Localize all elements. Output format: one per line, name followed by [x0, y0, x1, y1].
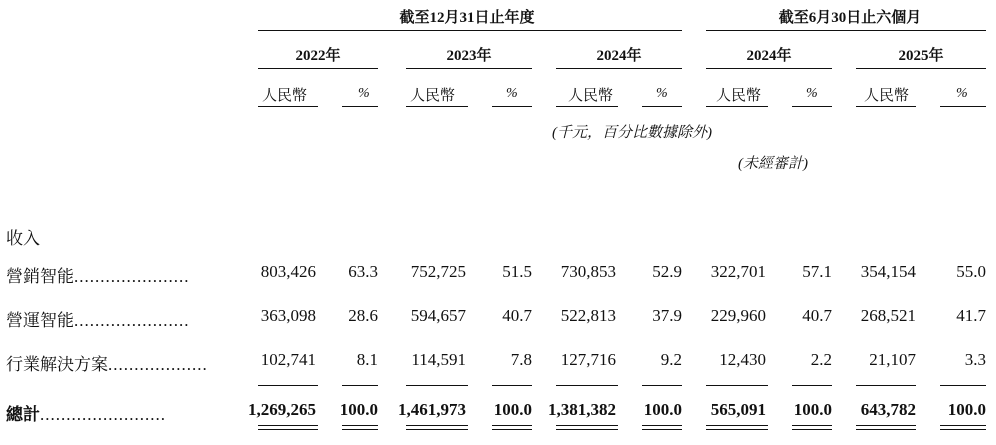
row-label-text: 營銷智能: [6, 267, 74, 286]
total-double-rule: [792, 429, 832, 430]
total-2024h1-pct: 100.0: [793, 400, 832, 419]
percent-header: %: [956, 86, 968, 101]
currency-header: 人民幣: [410, 88, 456, 104]
percent-header: %: [806, 86, 818, 101]
row-label-text: 行業解決方案: [6, 355, 108, 374]
total-double-rule: [856, 429, 916, 430]
total-double-rule: [342, 429, 378, 430]
currency-underline: [258, 106, 318, 107]
total-double-rule: [856, 425, 916, 426]
subtotal-rule: [492, 385, 532, 386]
leader-dots: ......................: [74, 311, 190, 330]
total-2022-rmb: 1,269,265: [248, 400, 316, 419]
total-2024h1-rmb: 565,091: [710, 400, 766, 419]
currency-underline: [856, 106, 916, 107]
percent-header: %: [656, 86, 668, 101]
row-label: [6, 306, 190, 331]
unaudited-note: (未經審計): [738, 156, 808, 172]
currency-header: 人民幣: [568, 88, 614, 104]
year-underline-2022: [258, 68, 378, 69]
year-header-2025-h1: 2025年: [898, 48, 944, 64]
total-2022-pct: 100.0: [339, 400, 378, 419]
total-double-rule: [258, 425, 318, 426]
leader-dots: ........................: [40, 405, 166, 424]
subtotal-rule: [856, 385, 916, 386]
cell-2025h1-pct: 55.0: [956, 262, 986, 281]
cell-2025h1-pct: 41.7: [956, 306, 986, 325]
currency-underline: [556, 106, 618, 107]
cell-2022-rmb: 803,426: [260, 262, 316, 281]
currency-header: 人民幣: [262, 88, 308, 104]
cell-2024-pct: 52.9: [652, 262, 682, 281]
percent-underline: [642, 106, 682, 107]
cell-2025h1-rmb: 354,154: [860, 262, 916, 281]
total-double-rule: [940, 425, 986, 426]
cell-2022-pct: 63.3: [348, 262, 378, 281]
subtotal-rule: [258, 385, 318, 386]
cell-2024h1-rmb: 229,960: [710, 306, 766, 325]
percent-underline: [342, 106, 378, 107]
full-year-header: 截至12月31日止年度: [399, 10, 535, 26]
subtotal-rule: [642, 385, 682, 386]
currency-underline: [406, 106, 468, 107]
cell-2024-pct: 37.9: [652, 306, 682, 325]
year-underline-2024: [556, 68, 682, 69]
leader-dots: ......................: [74, 267, 190, 286]
row-label: [6, 350, 208, 375]
subtotal-rule: [556, 385, 618, 386]
cell-2023-pct: 40.7: [502, 306, 532, 325]
cell-2023-pct: 7.8: [510, 350, 532, 369]
year-header-2024: 2024年: [596, 48, 642, 64]
total-double-rule: [792, 425, 832, 426]
total-2023-rmb: 1,461,973: [398, 400, 466, 419]
cell-2024-rmb: 522,813: [560, 306, 616, 325]
cell-2024h1-pct: 57.1: [802, 262, 832, 281]
cell-2022-rmb: 363,098: [260, 306, 316, 325]
cell-2024-pct: 9.2: [660, 350, 682, 369]
total-double-rule: [642, 429, 682, 430]
total-double-rule: [940, 429, 986, 430]
total-double-rule: [556, 425, 618, 426]
subtotal-rule: [706, 385, 768, 386]
cell-2024h1-rmb: 322,701: [710, 262, 766, 281]
total-double-rule: [406, 429, 468, 430]
cell-2023-pct: 51.5: [502, 262, 532, 281]
subtotal-rule: [792, 385, 832, 386]
subtotal-rule: [940, 385, 986, 386]
year-underline-2023: [406, 68, 532, 69]
currency-underline: [706, 106, 768, 107]
cell-2024h1-pct: 40.7: [802, 306, 832, 325]
row-label-text: 營運智能: [6, 311, 74, 330]
total-double-rule: [642, 425, 682, 426]
percent-underline: [792, 106, 832, 107]
total-double-rule: [706, 425, 768, 426]
total-double-rule: [492, 425, 532, 426]
cell-2023-rmb: 752,725: [410, 262, 466, 281]
subtotal-rule: [342, 385, 378, 386]
full-year-underline: [258, 30, 682, 31]
year-underline-2025-h1: [856, 68, 986, 69]
cell-2022-rmb: 102,741: [260, 350, 316, 369]
cell-2022-pct: 28.6: [348, 306, 378, 325]
cell-2024-rmb: 730,853: [560, 262, 616, 281]
subtotal-rule: [406, 385, 468, 386]
total-double-rule: [492, 429, 532, 430]
cell-2023-rmb: 594,657: [410, 306, 466, 325]
cell-2024-rmb: 127,716: [560, 350, 616, 369]
total-double-rule: [406, 425, 468, 426]
percent-header: %: [358, 86, 370, 101]
year-header-2024-h1: 2024年: [746, 48, 792, 64]
percent-underline: [492, 106, 532, 107]
half-year-underline: [706, 30, 986, 31]
cell-2024h1-rmb: 12,430: [719, 350, 766, 369]
total-2024-pct: 100.0: [643, 400, 682, 419]
leader-dots: ...................: [108, 355, 208, 374]
total-double-rule: [258, 429, 318, 430]
half-year-header: 截至6月30日止六個月: [778, 10, 922, 26]
year-header-2023: 2023年: [446, 48, 492, 64]
total-label-text: 總計: [6, 405, 40, 424]
total-label: [6, 400, 166, 425]
total-2023-pct: 100.0: [493, 400, 532, 419]
percent-underline: [940, 106, 986, 107]
section-title: 收入: [6, 229, 40, 248]
total-double-rule: [342, 425, 378, 426]
cell-2022-pct: 8.1: [356, 350, 378, 369]
cell-2025h1-rmb: 268,521: [860, 306, 916, 325]
total-2025h1-pct: 100.0: [947, 400, 986, 419]
year-header-2022: 2022年: [295, 48, 341, 64]
row-label: [6, 262, 190, 287]
currency-header: 人民幣: [864, 88, 910, 104]
cell-2025h1-pct: 3.3: [964, 350, 986, 369]
total-2025h1-rmb: 643,782: [860, 400, 916, 419]
unit-note: (千元，百分比數據除外): [552, 125, 712, 141]
total-2024-rmb: 1,381,382: [548, 400, 616, 419]
total-double-rule: [556, 429, 618, 430]
year-underline-2024-h1: [706, 68, 832, 69]
total-double-rule: [706, 429, 768, 430]
cell-2025h1-rmb: 21,107: [869, 350, 916, 369]
cell-2023-rmb: 114,591: [411, 350, 466, 369]
percent-header: %: [506, 86, 518, 101]
cell-2024h1-pct: 2.2: [810, 350, 832, 369]
currency-header: 人民幣: [716, 88, 762, 104]
